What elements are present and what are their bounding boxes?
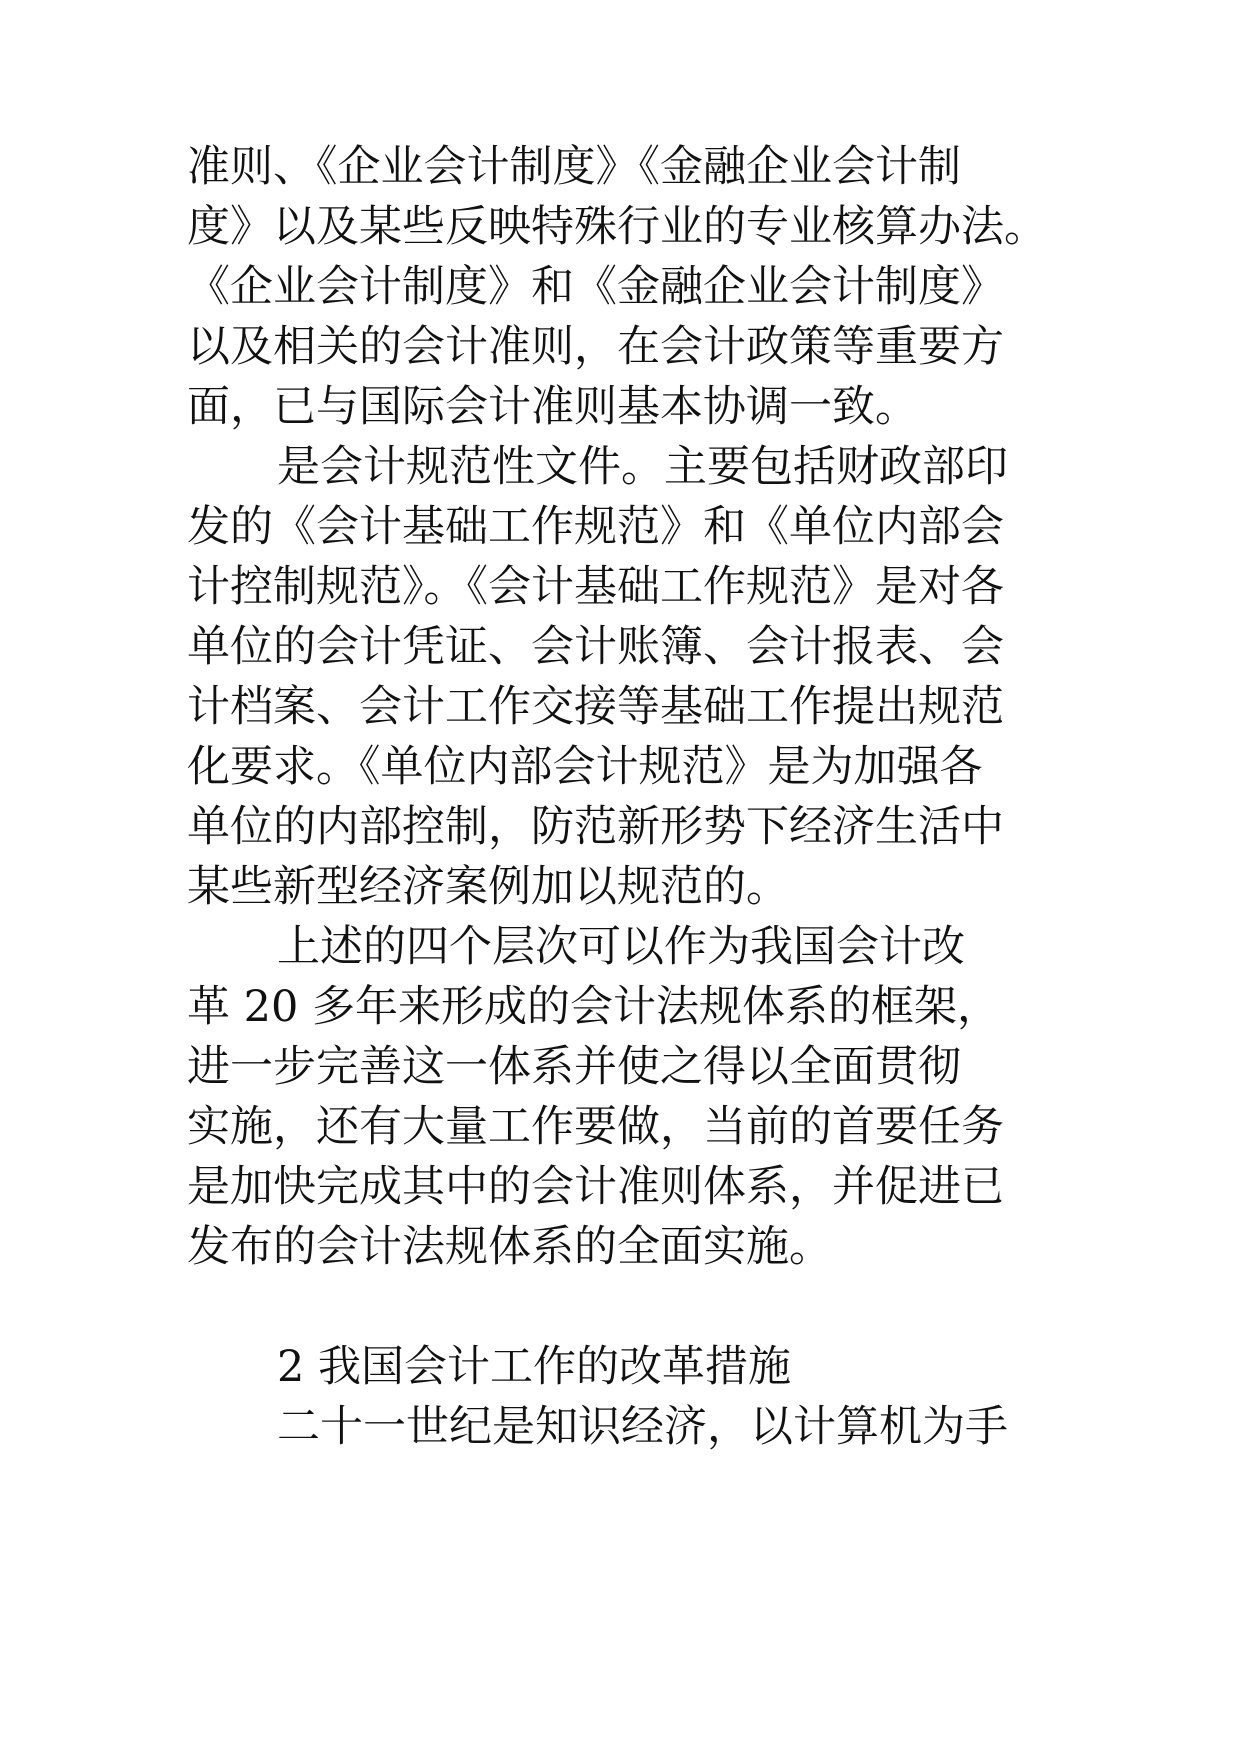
text-line: 实施，还有大量工作要做，当前的首要任务 <box>187 1102 1004 1152</box>
text-line: 度》以及某些反映特殊行业的专业核算办法。 <box>187 202 1047 252</box>
paragraph-first-line: 二十一世纪是知识经济，以计算机为手 <box>277 1402 1008 1452</box>
text-line: 发布的会计法规体系的全面实施。 <box>187 1222 832 1272</box>
text-line: 发的《会计基础工作规范》和《单位内部会 <box>187 502 1004 552</box>
text-line: 计档案、会计工作交接等基础工作提出规范 <box>187 682 1004 732</box>
text-line: 化要求。《单位内部会计规范》是为加强各 <box>187 742 983 792</box>
text-line: 进一步完善这一体系并使之得以全面贯彻 <box>187 1042 961 1092</box>
text-line: 以及相关的会计准则，在会计政策等重要方 <box>187 322 1004 372</box>
text-line: 《企业会计制度》和《金融企业会计制度》 <box>187 262 1004 312</box>
text-line: 革 20 多年来形成的会计法规体系的框架， <box>187 982 1001 1032</box>
text-line: 某些新型经济案例加以规范的。 <box>187 862 789 912</box>
text-line: 计控制规范》。《会计基础工作规范》是对各 <box>187 562 1004 612</box>
text-line: 面，已与国际会计准则基本协调一致。 <box>187 382 918 432</box>
text-line: 准则、《企业会计制度》《金融企业会计制 <box>187 142 961 192</box>
paragraph-first-line: 上述的四个层次可以作为我国会计改 <box>277 922 965 972</box>
text-line: 单位的会计凭证、会计账簿、会计报表、会 <box>187 622 1004 672</box>
section-heading: 2 我国会计工作的改革措施 <box>277 1342 792 1392</box>
paragraph-first-line: 是会计规范性文件。主要包括财政部印 <box>277 442 1008 492</box>
text-line: 是加快完成其中的会计准则体系，并促进已 <box>187 1162 1004 1212</box>
text-line: 单位的内部控制，防范新形势下经济生活中 <box>187 802 1004 852</box>
